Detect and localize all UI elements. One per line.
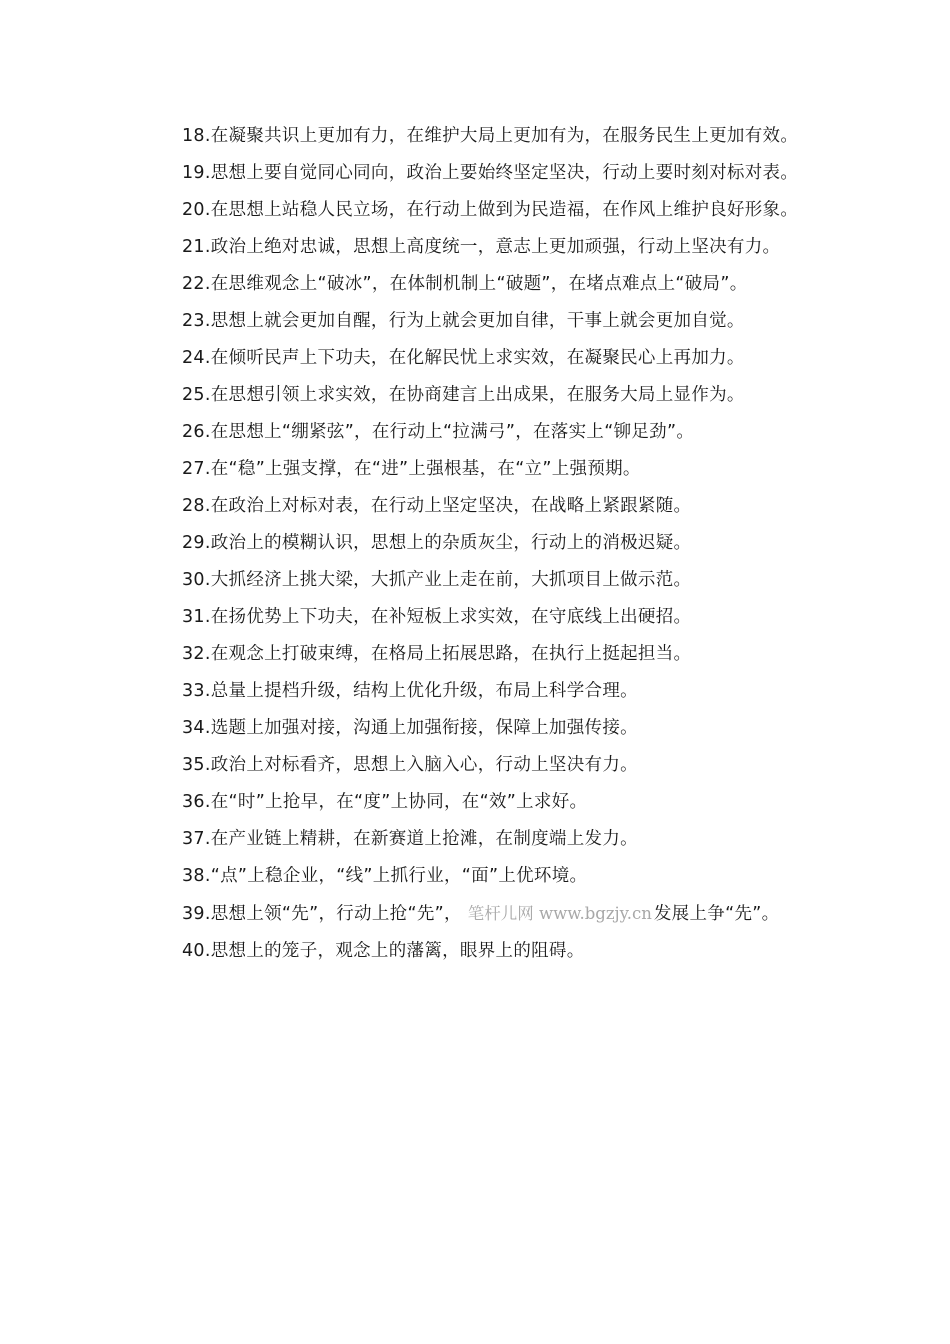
paragraph-26: 26.在思想上“绷紧弦”，在行动上“拉满弓”，在落实上“铆足劲”。 — [182, 422, 695, 442]
paragraph-18: 18.在凝聚共识上更加有力，在维护大局上更加有为，在服务民生上更加有效。 — [182, 126, 799, 146]
paragraph-24: 24.在倾听民声上下功夫，在化解民忧上求实效，在凝聚民心上再加力。 — [182, 348, 745, 368]
paragraph-20: 20.在思想上站稳人民立场，在行动上做到为民造福，在作风上维护良好形象。 — [182, 200, 799, 220]
paragraph-31: 31.在扬优势上下功夫，在补短板上求实效，在守底线上出硬招。 — [182, 607, 692, 627]
paragraph-27: 27.在“稳”上强支撑，在“进”上强根基，在“立”上强预期。 — [182, 459, 641, 479]
paragraph-29: 29.政治上的模糊认识，思想上的杂质灰尘，行动上的消极迟疑。 — [182, 533, 692, 553]
paragraph-25: 25.在思想引领上求实效，在协商建言上出成果，在服务大局上显作为。 — [182, 385, 745, 405]
paragraph-21: 21.政治上绝对忠诚，思想上高度统一，意志上更加顽强，行动上坚决有力。 — [182, 237, 781, 257]
document-body — [143, 124, 813, 976]
paragraph-30: 30.大抓经济上挑大梁，大抓产业上走在前，大抓项目上做示范。 — [182, 570, 692, 590]
paragraph-40: 40.思想上的笼子，观念上的藩篱，眼界上的阻碍。 — [182, 941, 585, 961]
paragraph-22: 22.在思维观念上“破冰”，在体制机制上“破题”，在堵点难点上“破局”。 — [182, 274, 748, 294]
paragraph-39 — [143, 901, 813, 927]
paragraph-38: 38.“点”上稳企业，“线”上抓行业，“面”上优环境。 — [182, 866, 588, 886]
paragraph-39-start: 39.思想上领“先”，行动上抢“先”， — [182, 904, 462, 924]
paragraph-19: 19.思想上要自觉同心同向，政治上要始终坚定坚决，行动上要时刻对标对表。 — [182, 163, 799, 183]
paragraph-23: 23.思想上就会更加自醒，行为上就会更加自律，干事上就会更加自觉。 — [182, 311, 745, 331]
paragraph-32: 32.在观念上打破束缚，在格局上拓展思路，在执行上挺起担当。 — [182, 644, 692, 664]
paragraph-35: 35.政治上对标看齐，思想上入脑入心，行动上坚决有力。 — [182, 755, 638, 775]
watermark-text: 笔杆儿网 www.bgzjy.cn — [467, 904, 652, 923]
paragraph-33: 33.总量上提档升级，结构上优化升级，布局上科学合理。 — [182, 681, 638, 701]
paragraph-39-end: 发展上争“先”。 — [653, 904, 780, 924]
paragraph-37: 37.在产业链上精耕，在新赛道上抢滩，在制度端上发力。 — [182, 829, 638, 849]
paragraph-28: 28.在政治上对标对表，在行动上坚定坚决，在战略上紧跟紧随。 — [182, 496, 692, 516]
paragraph-36: 36.在“时”上抢早，在“度”上协同，在“效”上求好。 — [182, 792, 588, 812]
paragraph-34: 34.选题上加强对接，沟通上加强衔接，保障上加强传接。 — [182, 718, 638, 738]
